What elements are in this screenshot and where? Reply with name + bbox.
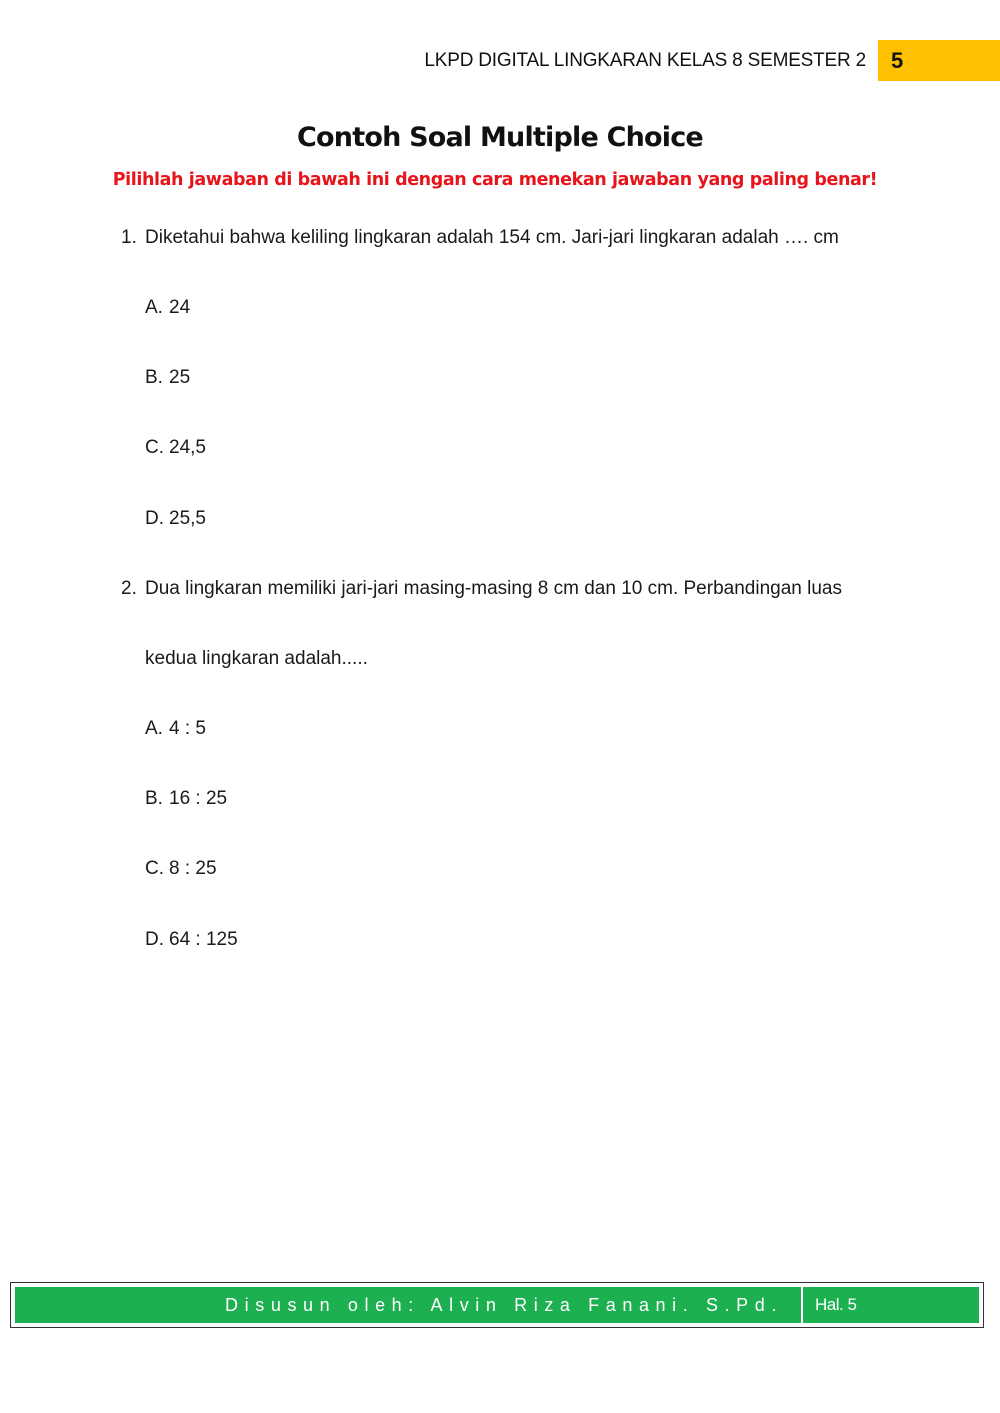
option-letter: C.	[145, 437, 164, 458]
answer-option-b[interactable]	[145, 367, 190, 389]
question-text: Diketahui bahwa keliling lingkaran adalah 154 cm. Jari-jari lingkaran adalah …. cm	[145, 227, 839, 248]
instruction-text: Pilihlah jawaban di bawah ini dengan cara menekan jawaban yang paling benar!	[112, 170, 878, 190]
option-letter: C.	[145, 858, 164, 879]
answer-option-b[interactable]	[145, 788, 227, 810]
option-letter: A.	[145, 718, 163, 739]
question-number: 1.	[121, 227, 137, 248]
option-letter: B.	[145, 788, 163, 809]
question-number: 2.	[121, 578, 137, 599]
option-text: 8 : 25	[169, 858, 217, 879]
answer-option-a[interactable]	[145, 718, 206, 740]
option-text: 4 : 5	[169, 718, 206, 739]
document-series-title: LKPD DIGITAL LINGKARAN KELAS 8 SEMESTER 2	[424, 50, 866, 71]
page-number: 5	[891, 47, 904, 73]
answer-option-d[interactable]	[145, 508, 206, 530]
option-letter: D.	[145, 508, 164, 529]
question-text-continued: kedua lingkaran adalah.....	[145, 648, 368, 669]
option-text: 24,5	[169, 437, 206, 458]
option-text: 24	[169, 297, 191, 318]
footer-author: Disusun oleh: Alvin Riza Fanani. S.Pd.	[15, 1287, 803, 1323]
document-footer	[10, 1282, 984, 1328]
option-text: 25	[169, 367, 191, 388]
page-title: Contoh Soal Multiple Choice	[297, 122, 703, 153]
option-letter: B.	[145, 367, 163, 388]
page-number-badge	[878, 40, 1000, 81]
option-letter: A.	[145, 297, 163, 318]
answer-option-c[interactable]	[145, 437, 206, 459]
answer-option-d[interactable]	[145, 929, 238, 951]
option-text: 64 : 125	[169, 929, 238, 950]
option-letter: D.	[145, 929, 164, 950]
answer-option-c[interactable]	[145, 858, 217, 880]
footer-page-label: Hal. 5	[815, 1295, 857, 1314]
footer-bar	[15, 1287, 979, 1323]
option-text: 16 : 25	[169, 788, 228, 809]
option-text: 25,5	[169, 508, 206, 529]
question-text: Dua lingkaran memiliki jari-jari masing-masing 8 cm dan 10 cm. Perbandingan luas	[145, 578, 842, 599]
answer-option-a[interactable]	[145, 297, 190, 319]
